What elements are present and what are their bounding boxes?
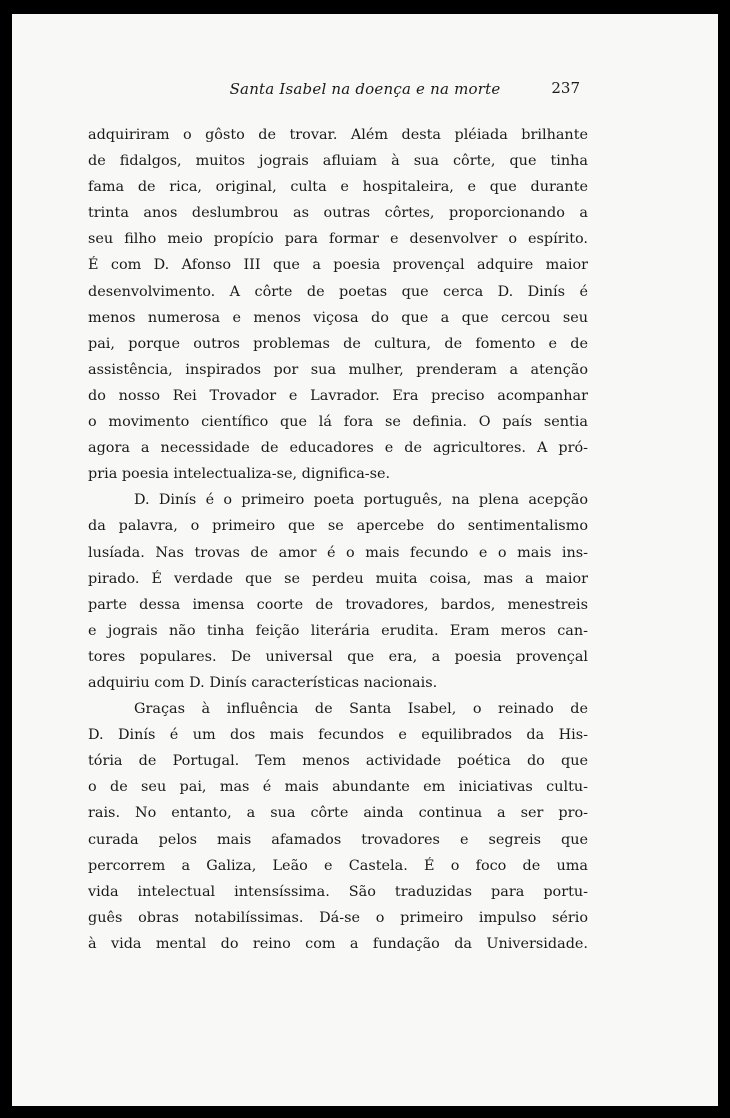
text-line: do nosso Rei Trovador e Lavrador. Era preciso acompanhar — [88, 387, 588, 404]
text-line: trinta anos deslumbrou as outras côrtes, proporcionando a — [88, 205, 588, 222]
text-line: fama de rica, original, culta e hospitaleira, e que durante — [88, 179, 588, 196]
text-line: percorrem a Galiza, Leão e Castela. É o foco de uma — [88, 857, 588, 874]
text-line: pai, porque outros problemas de cultura, de fomento e de — [88, 335, 588, 352]
text-line: Graças à influência de Santa Isabel, o reinado de — [134, 701, 588, 718]
text-line: adquiriu com D. Dinís características nacionais. — [88, 674, 438, 691]
text-line: D. Dinís é um dos mais fecundos e equilibrados da His- — [88, 727, 588, 744]
text-line: É com D. Afonso III que a poesia provençal adquire maior — [88, 257, 588, 274]
text-line: à vida mental do reino com a fundação da Universidade. — [88, 935, 588, 952]
text-line: seu filho meio propício para formar e desenvolver o espírito. — [88, 231, 588, 248]
text-line: adquiriram o gôsto de trovar. Além desta pléiada brilhante — [88, 127, 588, 143]
text-line: assistência, inspirados por sua mulher, prenderam a atenção — [88, 361, 588, 378]
page-number: 237 — [551, 79, 580, 97]
text-line: pria poesia intelectualiza-se, dignifica-se. — [88, 466, 391, 483]
text-line: desenvolvimento. A côrte de poetas que cerca D. Dinís é — [88, 283, 588, 300]
text-line: D. Dinís é o primeiro poeta português, na plena acepção — [134, 492, 588, 509]
book-page — [12, 14, 718, 1106]
running-title: Santa Isabel na doença e na morte — [229, 80, 501, 98]
text-line: guês obras notabilíssimas. Dá-se o primeiro impulso sério — [88, 909, 588, 926]
text-line: vida intelectual intensíssima. São traduzidas para portu- — [88, 883, 588, 900]
text-line: agora a necessidade de educadores e de agricultores. A pró- — [88, 440, 588, 457]
text-line: rais. No entanto, a sua côrte ainda continua a ser pro- — [88, 805, 588, 822]
text-line: lusíada. Nas trovas de amor é o mais fecundo e o mais ins- — [88, 544, 588, 561]
text-line: da palavra, o primeiro que se apercebe do sentimentalismo — [88, 518, 588, 535]
body-text — [88, 122, 588, 957]
text-line: menos numerosa e menos viçosa do que a que cercou seu — [88, 309, 588, 326]
text-line: pirado. É verdade que se perdeu muita coisa, mas a maior — [88, 570, 588, 587]
text-line: o de seu pai, mas é mais abundante em iniciativas cultu- — [88, 779, 588, 796]
text-line: parte dessa imensa coorte de trovadores, bardos, menestreis — [88, 596, 588, 613]
text-line: o movimento científico que lá fora se definia. O país sentia — [88, 414, 588, 431]
text-line: tória de Portugal. Tem menos actividade poética do que — [88, 753, 588, 770]
text-line: tores populares. De universal que era, a poesia provençal — [88, 648, 588, 665]
text-line: curada pelos mais afamados trovadores e segreis que — [88, 831, 588, 848]
running-head — [12, 80, 718, 104]
text-line: e jograis não tinha feição literária erudita. Eram meros can- — [88, 622, 588, 639]
text-line: de fidalgos, muitos jograis afluiam à sua côrte, que tinha — [88, 153, 588, 170]
